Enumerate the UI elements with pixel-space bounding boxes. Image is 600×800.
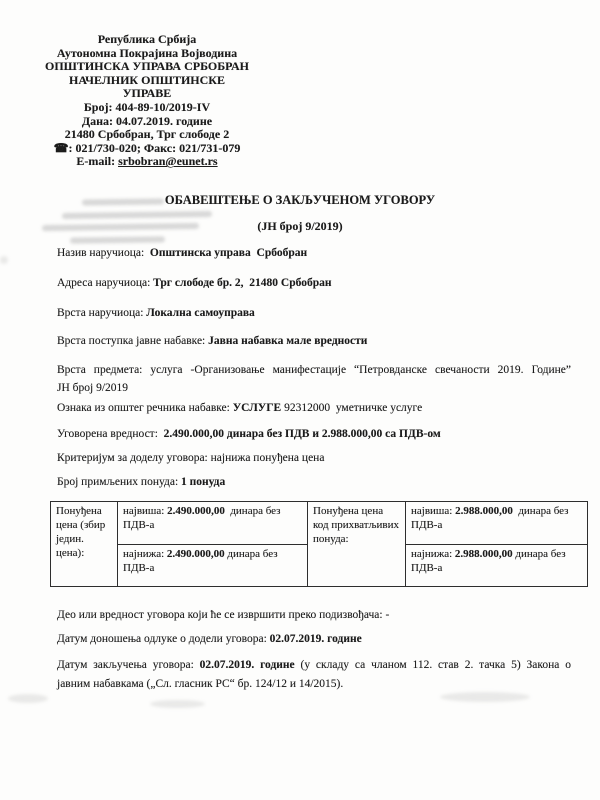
field-label: Број примљених понуда: — [57, 476, 182, 488]
table-cell-offered-price-header: Понуђена цена (збир једин. цена): — [51, 502, 118, 587]
field-label: Адреса наручиоца: — [57, 277, 154, 289]
conclusion-line-2: јавним набавкама („Сл. гласник РС“ бр. 124/12 и 14/2015). — [57, 678, 344, 690]
field-value: Општинска управа Србобран — [149, 247, 308, 259]
field-cpv-code — [57, 401, 571, 416]
email-address: srbobran@eunet.rs — [118, 154, 218, 169]
letterhead-line-province: Аутономна Покрајина Војводина — [56, 45, 238, 60]
letterhead-phone-line — [33, 142, 261, 156]
scan-noise-speck — [150, 700, 205, 708]
price-suffix: динара без ПДВ-а — [411, 505, 572, 531]
field-buyer-address — [57, 276, 571, 291]
letterhead-line-authority: ОПШТИНСКА УПРАВА СРБОБРАН — [45, 59, 249, 74]
field-subject — [57, 361, 571, 397]
phone-icon: ☎ — [53, 140, 69, 155]
price-suffix: динара без ПДВ-а — [411, 548, 569, 574]
field-award-criterion — [57, 451, 571, 466]
scan-noise-speck — [0, 256, 8, 264]
offered-price-table — [50, 501, 588, 587]
conclusion-legal-basis: (у складу са чланом 112. став 2. тачка 5) Закона о — [294, 659, 571, 671]
field-label: Назив наручиоца: — [57, 247, 150, 259]
price-suffix: динара без ПДВ-а — [123, 505, 284, 531]
letterhead-date: Дана: 04.07.2019. године — [81, 113, 213, 128]
field-value: Локална самоуправа — [146, 307, 255, 319]
table-cell-lowest-price — [118, 545, 308, 587]
subject-line-2: ЈН број 9/2019 — [57, 382, 129, 394]
letterhead — [33, 33, 261, 169]
email-label: E-mail: — [76, 154, 119, 169]
letterhead-address: 21480 Србобран, Трг слободе 2 — [64, 127, 230, 142]
table-cell-highest-price — [118, 502, 308, 545]
cpv-category: УСЛУГЕ — [232, 402, 282, 414]
scan-noise-speck — [8, 694, 48, 703]
conclusion-date-value: 02.07.2019. године — [199, 659, 295, 671]
letterhead-ref-number: Број: 404-89-10/2019-IV — [83, 99, 211, 114]
document-title: ОБАВЕШТЕЊЕ О ЗАКЉУЧЕНОМ УГОВОРУ — [164, 193, 436, 207]
table-cell-highest-acceptable-price — [406, 502, 588, 545]
field-decision-date — [57, 632, 571, 647]
field-contract-value — [57, 427, 571, 442]
field-conclusion-date — [57, 656, 571, 694]
price-amount: 2.988.000,00 — [455, 505, 513, 517]
phone-fax-numbers: : 021/730-020; Факс: 021/731-079 — [68, 140, 241, 155]
price-label: највиша: — [411, 505, 456, 517]
price-amount: 2.490.000,00 — [167, 505, 225, 517]
field-value: 1 понуда — [181, 476, 226, 488]
letterhead-line-office-1: НАЧЕЛНИК ОПШТИНСКЕ — [68, 72, 226, 87]
subject-line-1: Врста предмета: услуга -Организовање манифестације “Петровданске свечаности 2019. Године” — [57, 364, 571, 376]
letterhead-line-country: Република Србија — [97, 32, 197, 46]
table-cell-acceptable-offers-header: Понуђена цена код прихватљивих понуда: — [308, 502, 406, 587]
price-label: најнижа: — [123, 548, 167, 560]
field-buyer-type — [57, 306, 571, 321]
field-offers-received — [57, 475, 571, 490]
letterhead-email-line — [33, 155, 261, 169]
price-amount: 2.988.000,00 — [454, 548, 513, 560]
field-label: Врста наручиоца: — [57, 307, 147, 319]
field-value: Трг слободе бр. 2, 21480 Србобран — [153, 277, 332, 289]
table-cell-lowest-acceptable-price — [406, 545, 588, 587]
field-value: 2.490.000,00 динара без ПДВ и 2.988.000,00 са ПДВ-ом — [163, 428, 441, 440]
letterhead-line-office-2: УПРАВЕ — [122, 86, 172, 101]
price-suffix: динара без ПДВ-а — [123, 548, 281, 574]
conclusion-line-1 — [57, 656, 571, 675]
field-label: Ознака из општег речника набавке: — [57, 402, 233, 414]
field-label: Врста поступка јавне набавке: — [57, 335, 209, 347]
field-label: Уговорена вредност: — [57, 428, 164, 440]
field-label: Датум доношења одлуке о додели уговора: — [57, 633, 270, 645]
field-subcontractor: Део или вредност уговора који ће се извршити преко подизвођача: - — [57, 609, 390, 621]
field-buyer-name — [57, 246, 571, 261]
field-value: 02.07.2019. године — [269, 633, 362, 645]
field-label: Датум закључења уговора: — [57, 659, 200, 671]
cpv-number-and-description: 92312000 уметничке услуге — [281, 402, 423, 414]
field-label: Критеријум за доделу уговора: — [57, 452, 211, 464]
price-amount: 2.490.000,00 — [166, 548, 225, 560]
price-label: највиша: — [123, 505, 168, 517]
field-procedure-type — [57, 334, 571, 349]
price-label: најнижа: — [411, 548, 455, 560]
field-value: најнижа понуђена цена — [210, 452, 325, 464]
field-value: Јавна набавка мале вредности — [208, 335, 368, 347]
document-subtitle: (ЈН број 9/2019) — [257, 219, 343, 233]
